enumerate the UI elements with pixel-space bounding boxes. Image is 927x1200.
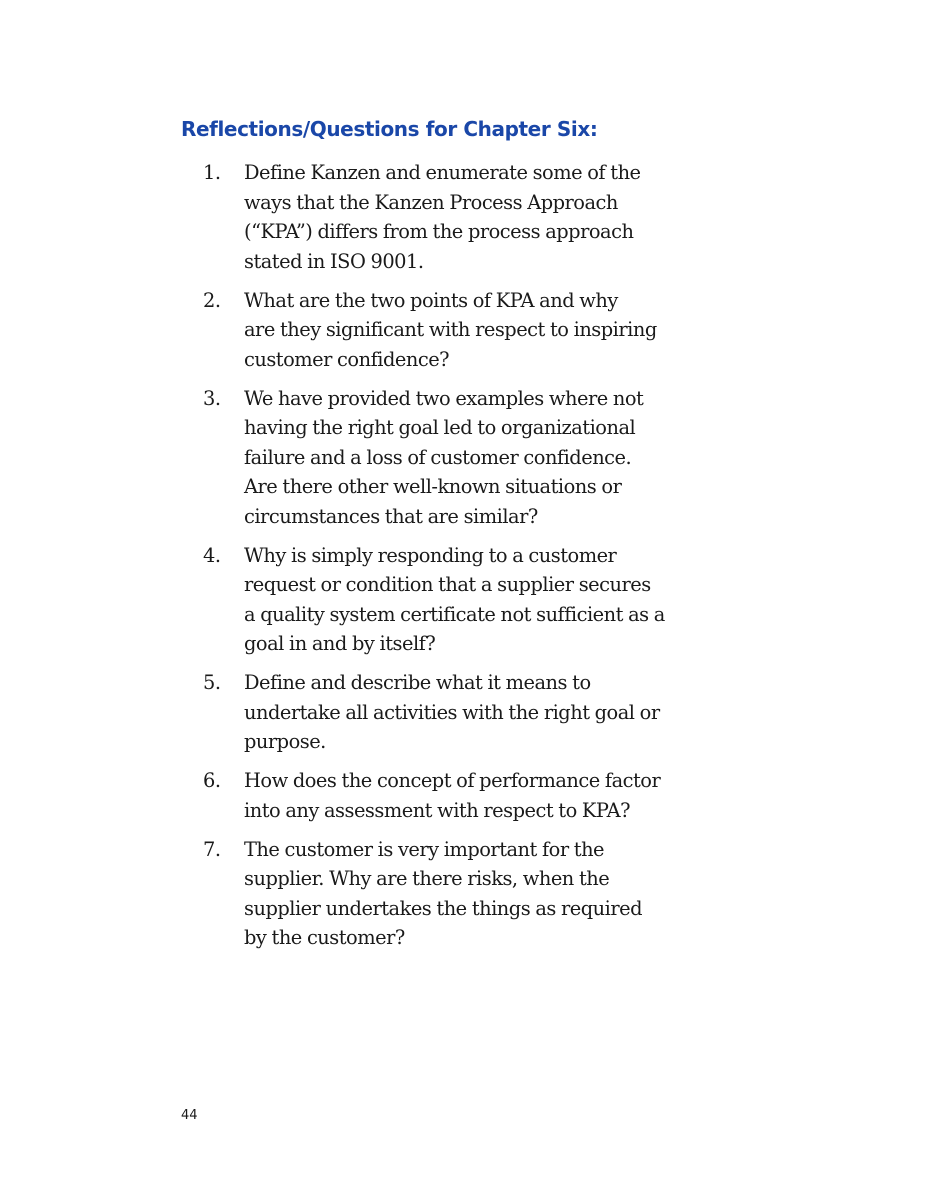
question-item <box>200 541 720 659</box>
question-text <box>244 766 720 825</box>
question-text-line: Define and describe what it means to <box>244 671 591 694</box>
question-text-line: having the right goal led to organizational <box>244 416 636 439</box>
question-text-line: What are the two points of KPA and why <box>244 288 618 312</box>
question-number: 5. <box>203 671 221 694</box>
question-text-line: supplier. Why are there risks, when the <box>244 867 610 890</box>
question-text-line: stated in ISO 9001. <box>244 249 424 273</box>
question-text-line: Are there other well-known situations or <box>244 475 622 498</box>
question-text-line: Why is simply responding to a customer <box>244 543 617 567</box>
question-list <box>200 158 720 962</box>
question-text-line: goal in and by itself? <box>244 632 436 655</box>
question-item <box>200 835 720 953</box>
question-item <box>200 668 720 757</box>
page-number: 44 <box>181 1108 198 1123</box>
question-text-line: a quality system certificate not sufficient as a <box>244 602 665 626</box>
question-text-line: by the customer? <box>244 926 405 949</box>
question-item <box>200 766 720 825</box>
question-text-line: The customer is very important for the <box>244 837 605 861</box>
question-text-line: undertake all activities with the right goal or <box>244 700 660 724</box>
question-number: 2. <box>203 288 221 312</box>
question-text <box>244 541 720 659</box>
question-text-line: Define Kanzen and enumerate some of the <box>244 161 641 184</box>
question-text-line: How does the concept of performance factor <box>244 769 661 792</box>
question-text-line: ways that the Kanzen Process Approach <box>244 190 618 214</box>
question-text-line: customer confidence? <box>244 347 450 371</box>
question-number: 3. <box>203 386 221 410</box>
question-number: 4. <box>203 543 221 567</box>
question-text <box>244 286 720 375</box>
question-number: 6. <box>203 769 221 792</box>
question-number: 7. <box>203 837 221 861</box>
question-text <box>244 158 720 276</box>
question-text-line: We have provided two examples where not <box>244 386 644 410</box>
question-number: 1. <box>203 161 221 184</box>
question-text <box>244 668 720 757</box>
question-text-line: purpose. <box>244 730 326 753</box>
question-text-line: failure and a loss of customer confidence. <box>244 445 632 469</box>
question-text-line: request or condition that a supplier secures <box>244 573 651 596</box>
question-text <box>244 835 720 953</box>
question-text-line: into any assessment with respect to KPA? <box>244 798 631 822</box>
section-heading: Reflections/Questions for Chapter Six: <box>181 117 598 141</box>
question-text-line: circumstances that are similar? <box>244 504 538 528</box>
question-text-line: are they significant with respect to inspiring <box>244 318 657 341</box>
question-text <box>244 384 720 532</box>
question-item <box>200 384 720 532</box>
question-item <box>200 158 720 276</box>
question-item <box>200 286 720 375</box>
question-text-line: supplier undertakes the things as required <box>244 896 643 920</box>
question-text-line: (“KPA”) differs from the process approach <box>244 220 634 243</box>
